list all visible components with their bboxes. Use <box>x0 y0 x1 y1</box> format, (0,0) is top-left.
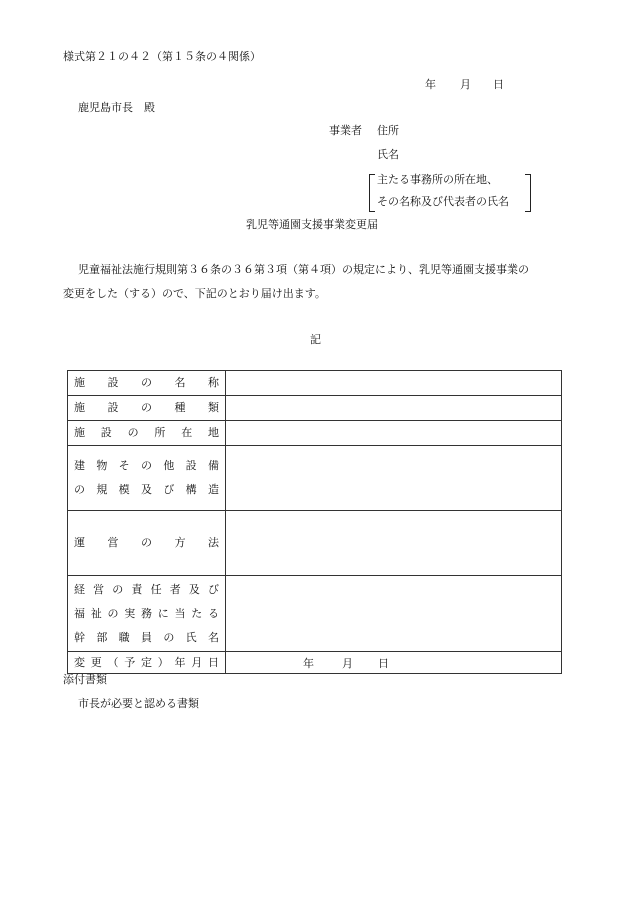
label-char: の <box>163 630 175 644</box>
label-char: 構 <box>185 483 197 496</box>
value-operation-method[interactable] <box>226 511 562 576</box>
label-char: の <box>112 582 124 596</box>
label-char: 設 <box>100 426 112 439</box>
value-facility-name[interactable] <box>226 371 562 396</box>
change-date-month: 月 <box>342 657 353 670</box>
label-char: 及 <box>188 582 200 596</box>
bracket-right <box>525 174 531 212</box>
label-char: の <box>141 536 152 549</box>
bracket-left <box>369 174 375 212</box>
label-char: 方 <box>174 536 186 549</box>
label-char: 福 <box>74 606 85 620</box>
table-row <box>68 396 562 421</box>
label-char: の <box>107 606 119 620</box>
body-line1: 児童福祉法施行規則第３６条の３６第３項（第４項）の規定により、乳児等通園支援事業の <box>78 263 529 276</box>
label-char: の <box>74 483 85 496</box>
label-char: 当 <box>174 606 186 620</box>
label-char: に <box>157 606 169 620</box>
label-char: 類 <box>208 401 219 414</box>
label-facility-name <box>68 371 226 396</box>
table-row <box>68 446 562 511</box>
dist-text <box>74 531 219 555</box>
date-month: 月 <box>460 78 471 91</box>
label-char: 備 <box>207 459 219 472</box>
table-row <box>68 511 562 576</box>
label-char: 予 <box>124 655 136 669</box>
document-title: 乳児等通園支援事業変更届 <box>246 218 378 231</box>
label-char: 規 <box>96 483 108 496</box>
applicant-note-line1: 主たる事務所の所在地、 <box>377 173 498 186</box>
label-char: 建 <box>74 459 85 472</box>
label-char: 責 <box>131 582 143 596</box>
label-char: 模 <box>118 483 130 496</box>
dist-text <box>74 371 219 395</box>
applicant-name-label: 氏名 <box>377 148 399 161</box>
label-building-scale <box>68 446 226 511</box>
label-operation-method <box>68 511 226 576</box>
dist-text <box>74 626 219 650</box>
label-char: 員 <box>140 630 152 644</box>
label-char: 設 <box>107 401 119 414</box>
label-char: 名 <box>207 630 219 644</box>
table-row <box>68 576 562 652</box>
label-char: 定 <box>141 655 152 669</box>
change-date-day: 日 <box>378 657 389 670</box>
value-change-date[interactable] <box>226 652 562 674</box>
label-char: 法 <box>208 536 219 549</box>
label-char: 設 <box>185 459 197 472</box>
label-responsible-staff <box>68 576 226 652</box>
label-char: の <box>141 376 152 389</box>
label-char: 氏 <box>185 630 197 644</box>
label-char: 営 <box>107 536 119 549</box>
addressee: 鹿児島市長 殿 <box>78 101 155 114</box>
table-row <box>68 421 562 446</box>
applicant-address-label: 住所 <box>377 124 399 137</box>
label-char: 営 <box>93 582 105 596</box>
label-char: 任 <box>150 582 162 596</box>
label-char: 地 <box>207 426 219 439</box>
label-char: 物 <box>96 459 108 472</box>
dist-text <box>74 602 219 626</box>
dist-text <box>74 396 219 420</box>
label-char: 施 <box>74 401 85 414</box>
label-char: 実 <box>124 606 136 620</box>
date-day: 日 <box>493 78 504 91</box>
attachments-label: 添付書類 <box>63 673 107 686</box>
label-char: 祉 <box>90 606 102 620</box>
label-char: 称 <box>208 376 219 389</box>
value-responsible-staff[interactable] <box>226 576 562 652</box>
form-number: 様式第２１の４２（第１５条の４関係） <box>63 50 261 63</box>
dist-text <box>74 653 219 673</box>
label-char: ） <box>157 655 169 669</box>
dist-text <box>74 454 219 478</box>
label-char: 施 <box>74 426 85 439</box>
dist-text <box>74 478 219 502</box>
details-table <box>67 370 562 674</box>
body-line2: 変更をした（する）ので、下記のとおり届け出ます。 <box>63 287 326 300</box>
label-char: 月 <box>191 655 203 669</box>
label-char: 年 <box>174 655 186 669</box>
label-char: 者 <box>169 582 181 596</box>
label-char: そ <box>118 459 130 472</box>
dist-text <box>74 578 219 602</box>
label-char: 在 <box>181 426 193 439</box>
value-facility-address[interactable] <box>226 421 562 446</box>
label-char: 日 <box>208 655 219 669</box>
label-char: 所 <box>154 426 166 439</box>
attachments-item: 市長が必要と認める書類 <box>78 697 199 710</box>
label-char: （ <box>107 655 119 669</box>
label-char: び <box>207 582 219 596</box>
value-building-scale[interactable] <box>226 446 562 511</box>
label-char: 種 <box>174 401 186 414</box>
label-facility-address <box>68 421 226 446</box>
label-char: の <box>140 459 152 472</box>
label-char: 運 <box>74 536 85 549</box>
label-char: る <box>208 606 219 620</box>
applicant-label: 事業者 <box>329 124 362 137</box>
label-char: び <box>163 483 175 496</box>
applicant-note-line2: その名称及び代表者の氏名 <box>377 195 509 208</box>
table-row <box>68 652 562 674</box>
label-char: の <box>127 426 139 439</box>
label-char: の <box>141 401 152 414</box>
label-char: 他 <box>163 459 175 472</box>
label-char: 造 <box>207 483 219 496</box>
label-char: 名 <box>174 376 186 389</box>
label-change-date <box>68 652 226 674</box>
label-char: 職 <box>118 630 130 644</box>
dist-text <box>74 421 219 445</box>
label-char: 幹 <box>74 630 85 644</box>
label-char: 部 <box>96 630 108 644</box>
label-char: 経 <box>74 582 85 596</box>
ki-heading: 記 <box>310 333 321 346</box>
label-char: 変 <box>74 655 85 669</box>
value-facility-type[interactable] <box>226 396 562 421</box>
table-row <box>68 371 562 396</box>
label-char: 施 <box>74 376 85 389</box>
label-char: 設 <box>107 376 119 389</box>
label-char: 務 <box>141 606 152 620</box>
label-char: 更 <box>90 655 102 669</box>
label-facility-type <box>68 396 226 421</box>
change-date-year: 年 <box>303 657 314 670</box>
label-char: 及 <box>140 483 152 496</box>
label-char: た <box>191 606 203 620</box>
date-year: 年 <box>425 78 436 91</box>
